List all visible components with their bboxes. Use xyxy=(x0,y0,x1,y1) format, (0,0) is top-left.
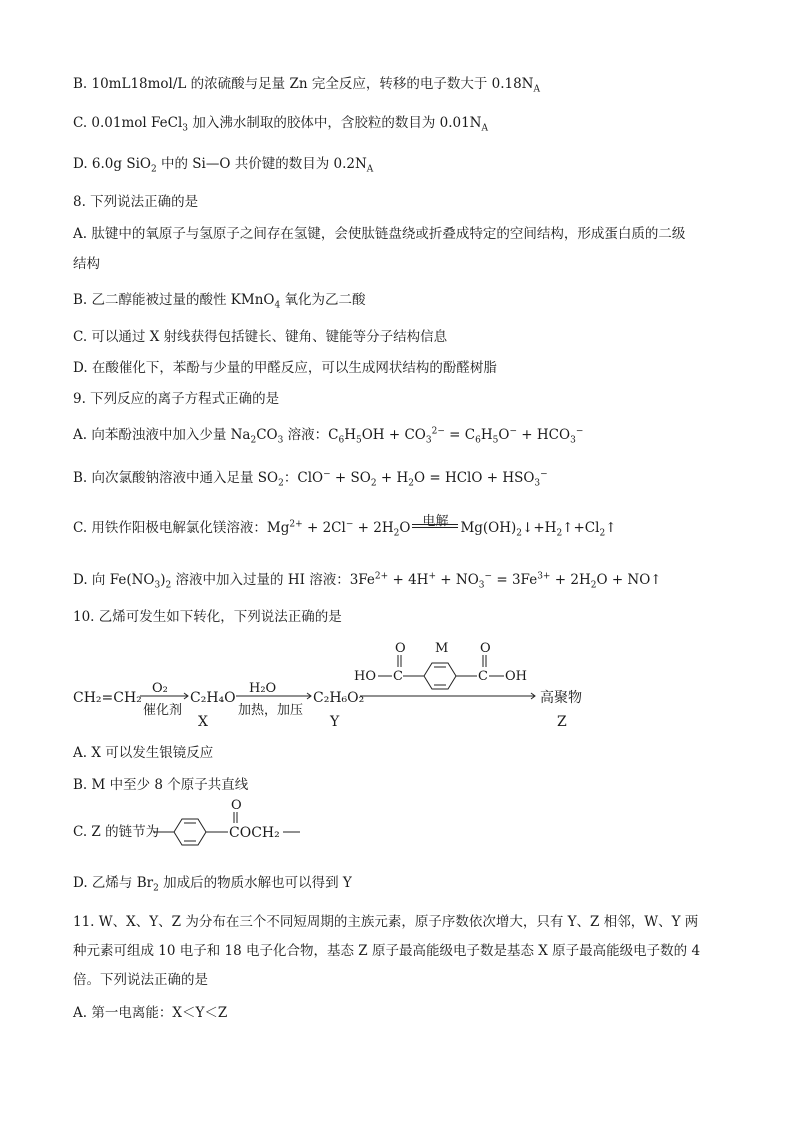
q9-option-c: C. 用铁作阳极电解氯化镁溶液：$Mg^{2+} + 2Cl^- + 2H_2O$ 电解 $Mg(OH)_2↓+H_2↑+Cl_2↑$ xyxy=(73,514,617,539)
q7-option-d: D. 6.0g SiO$_2$ 中的 Si—O 共价键的数目为 $0.2N_A$ xyxy=(73,156,374,175)
electrolysis-condition: 电解 xyxy=(412,528,458,532)
svg-text:C: C xyxy=(478,669,488,684)
q8-option-c: C. 可以通过 X 射线获得包括键长、键角、键能等分子结构信息 xyxy=(73,329,448,345)
o2-label: O₂ xyxy=(152,681,168,696)
svg-text:OH: OH xyxy=(505,669,527,684)
catalyst-label: 催化剂 xyxy=(143,703,183,718)
q10-option-b: B. M 中至少 8 个原子共直线 xyxy=(73,777,249,793)
q10-option-c: C. Z 的链节为 xyxy=(73,824,160,840)
svg-text:O: O xyxy=(480,641,491,656)
compound-y-label: Y xyxy=(330,714,340,730)
q7-option-b: B. 10mL18mol/L 的浓硫酸与足量 Zn 完全反应，转移的电子数大于 $0.18N_A$ xyxy=(73,76,540,95)
svg-text:HO: HO xyxy=(354,669,376,684)
q9-option-b: B. 向次氯酸钠溶液中通入足量 $SO_2$：$ClO^- + SO_2 + H_2O$ = HClO + $HSO_3^-$ xyxy=(73,469,548,489)
condition-label: 加热，加压 xyxy=(238,703,304,718)
q11-stem-line2: 种元素可组成 10 电子和 18 电子化合物，基态 Z 原子最高能级电子数是基态 X 原子最高能级电子数的 4 xyxy=(73,943,701,959)
q8-option-d: D. 在酸催化下，苯酚与少量的甲醛反应，可以生成网状结构的酚醛树脂 xyxy=(73,360,497,376)
polymer-label: 高聚物 xyxy=(540,690,582,706)
q10-option-d: D. 乙烯与 $Br_2$ 加成后的物质水解也可以得到 Y xyxy=(73,875,352,894)
q11-stem-line3: 倍。下列说法正确的是 xyxy=(73,972,208,988)
q7-option-c: C. 0.01mol FeCl$_3$ 加入沸水制取的胶体中，含胶粒的数目为 $0.01N_A$ xyxy=(73,115,488,134)
q8-option-a: A. 肽键中的氧原子与氢原子之间存在氢键，会使肽链盘绕或折叠成特定的空间结构，形成蛋白质的二级 xyxy=(73,226,686,242)
q8-option-b: B. 乙二醇能被过量的酸性 KMnO$_4$ 氧化为乙二酸 xyxy=(73,292,366,311)
q9-stem: 9. 下列反应的离子方程式正确的是 xyxy=(73,391,280,407)
q10-reaction-scheme xyxy=(0,630,794,735)
water-label: H₂O xyxy=(249,681,277,696)
q8-stem: 8. 下列说法正确的是 xyxy=(73,194,199,210)
q9-option-d: D. 向 $Fe(NO_3)_2$ 溶液中加入过量的 HI 溶液：$3Fe^{2+} + 4H^+ + NO_3^- = 3Fe^{3+} + 2H_2O$ + NO↑ xyxy=(73,571,662,591)
svg-text:O: O xyxy=(395,641,406,656)
svg-text:O: O xyxy=(231,798,242,813)
q11-option-a: A. 第一电离能：X＜Y＜Z xyxy=(73,1005,228,1021)
ethylene: CH₂=CH₂ xyxy=(73,690,142,706)
compound-x-formula: C₂H₄O xyxy=(190,690,236,706)
compound-x-label: X xyxy=(198,714,208,730)
q11-stem-line1: 11. W、X、Y、Z 为分布在三个不同短周期的主族元素，原子序数依次增大，只有 Y、Z 相邻，W、Y 两 xyxy=(73,914,699,930)
svg-text:COCH₂: COCH₂ xyxy=(229,825,280,841)
compound-z-label: Z xyxy=(557,714,567,730)
svg-text:M: M xyxy=(435,641,449,656)
svg-text:C: C xyxy=(393,669,403,684)
terephthalic-acid-m xyxy=(354,641,527,689)
q10-option-a: A. X 可以发生银镜反应 xyxy=(73,745,214,761)
q10-option-c-structure xyxy=(150,796,310,860)
q10-stem: 10. 乙烯可发生如下转化，下列说法正确的是 xyxy=(73,609,342,625)
compound-y-formula: C₂H₆O₂ xyxy=(313,690,365,706)
q8-option-a-cont: 结构 xyxy=(73,256,100,272)
q9-option-a: A. 向苯酚浊液中加入少量 $Na_2CO_3$ 溶液：$C_6H_5OH + CO_3^{2-} = C_6H_5O^- + HCO_3^-$ xyxy=(73,426,584,446)
